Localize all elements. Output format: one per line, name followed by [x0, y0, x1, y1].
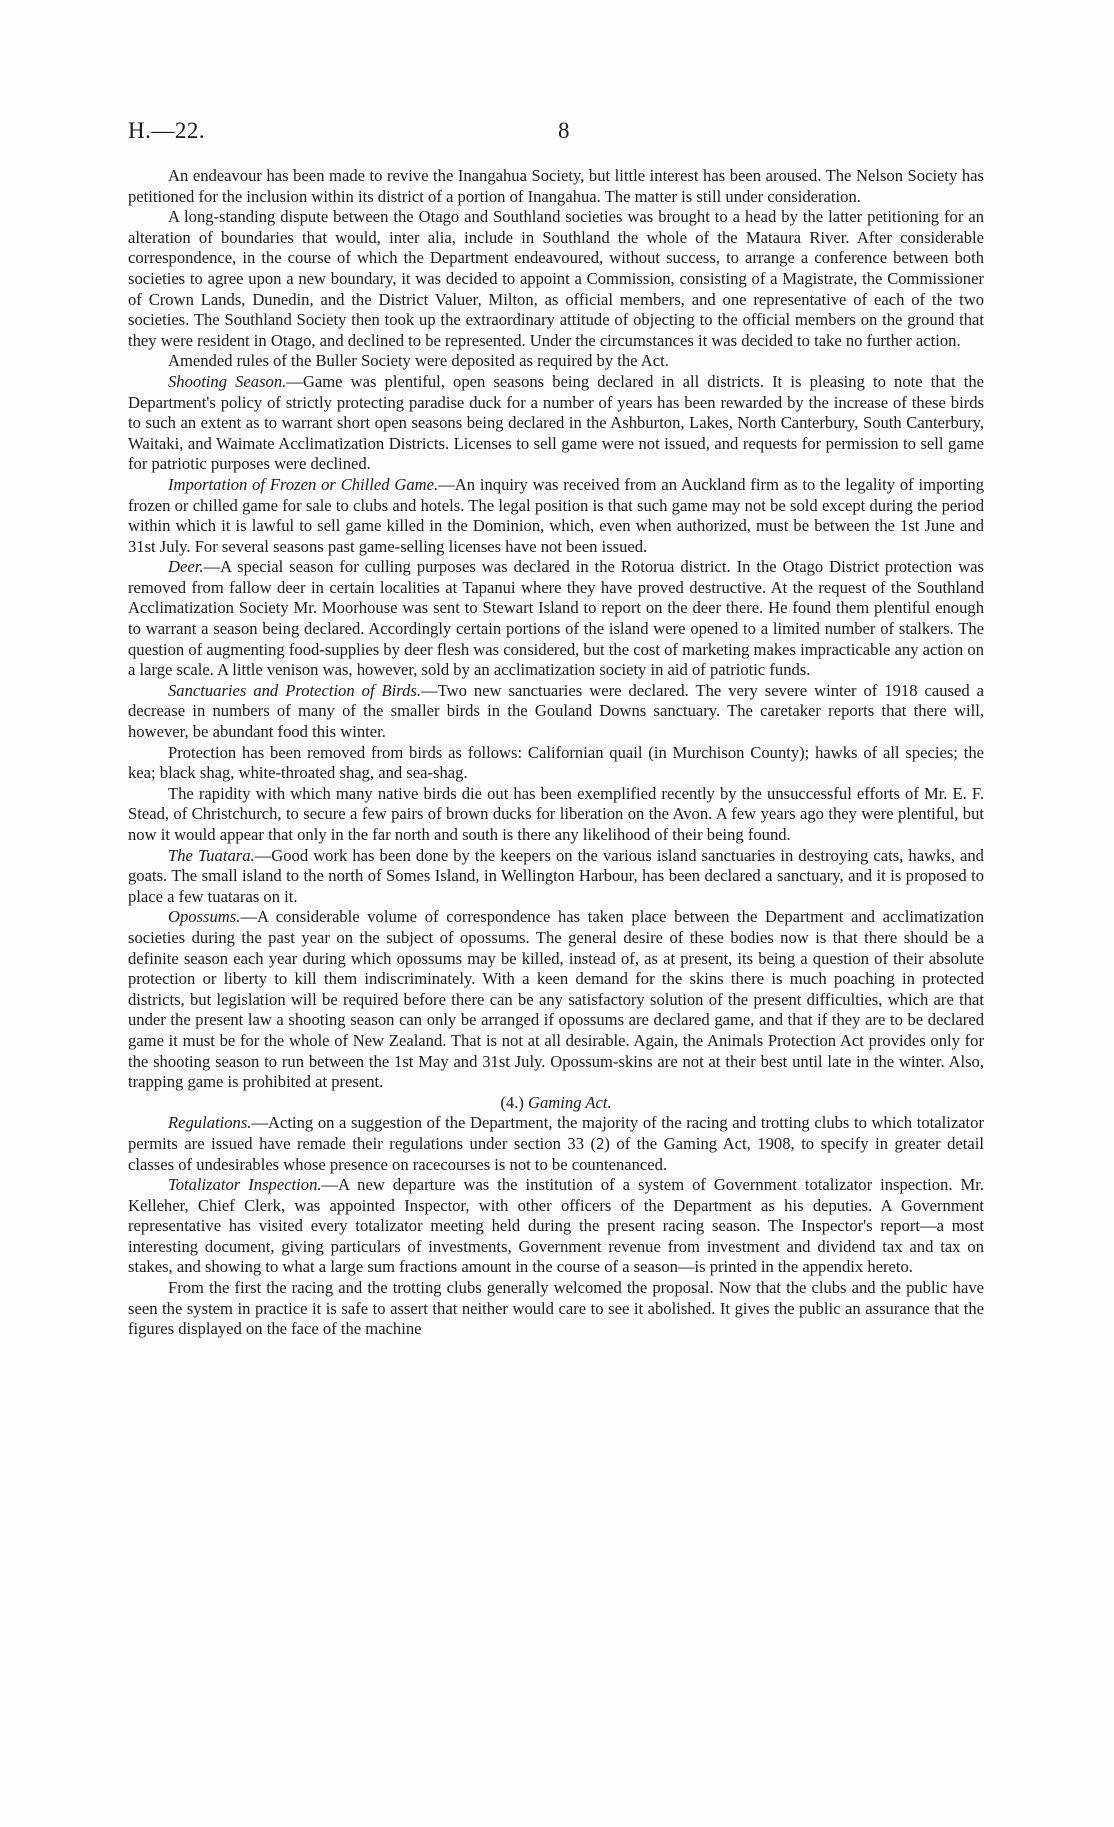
paragraph: Importation of Frozen or Chilled Game.—An inquiry was received from an Auckland firm as to the legality of importing frozen or chilled game for sale to clubs and hotels. The legal position is that such game may not be sold except during the period within which it is lawful to sell game killed in the Dominion, which, even when authorized, must be between the 1st June and 31st July. For several seasons past game-selling licenses have not been issued.	[128, 474, 985, 556]
paragraph-lead: Deer.	[168, 557, 204, 577]
paragraph-lead: Totalizator Inspection.	[168, 1175, 322, 1195]
page-number: 8	[558, 118, 570, 143]
paragraph: Amended rules of the Buller Society were deposited as required by the Act.	[168, 351, 669, 371]
paragraph: From the first the racing and the trotting clubs generally welcomed the proposal. Now that the clubs and the public have seen the system in practice it is safe to assert that neither would care to see it abolished. It gives the public an assurance that the figures displayed on the face of the machine	[128, 1278, 984, 1339]
paragraph: Regulations.—Acting on a suggestion of the Department, the majority of the racing and trotting clubs to which totalizator permits are issued have remade their regulations under section 33 (2) of the Gaming Act, 1908, to specify in greater detail classes of undesirables whose presence on racecourses is not to be countenanced.	[128, 1113, 984, 1174]
paragraph: A long-standing dispute between the Otago and Southland societies was brought to a head by the latter petitioning for an alteration of boundaries that would, inter alia, include in Southland the whole of the Mataura River. After considerable correspondence, in the course of which the Department endeavoured, without success, to arrange a conference between both societies to agree upon a new boundary, it was decided to appoint a Commission, consisting of a Magistrate, the Commissioner of Crown Lands, Dunedin, and the District Valuer, Milton, as official members, and one representative of each of the two societies. The Southland Society then took up the extraordinary attitude of objecting to the official members on the ground that they were resident in Otago, and declined to be represented. Under the circumstances it was decided to take no further action.	[128, 207, 984, 350]
paragraph: Shooting Season.—Game was plentiful, open seasons being declared in all districts. It is pleasing to note that the Department's policy of strictly protecting paradise duck for a number of years has been rewarded by the increase of these birds to such an extent as to warrant short open seasons being declared in the Ashburton, Lakes, North Canterbury, South Canterbury, Waitaki, and Waimate Acclimatization Districts. Licenses to sell game were not issued, and requests for permission to sell game for patriotic purposes were declined.	[128, 371, 984, 474]
paragraph-lead: The Tuatara.	[168, 845, 255, 865]
paragraph: The Tuatara.—Good work has been done by the keepers on the various island sanctuaries in destroying cats, hawks, and goats. The small island to the north of Somes Island, in Wellington Harbour, has been declared a sanctuary, and it is proposed to place a few tuataras on it.	[128, 845, 984, 906]
paragraph-lead: Sanctuaries and Protection of Birds.	[168, 680, 422, 700]
paragraph: Deer.—A special season for culling purposes was declared in the Rotorua district. In the Otago District protection was removed from fallow deer in certain localities at Tapanui where they have proved destructive. At the request of the Southland Acclimatization Society Mr. Moorhouse was sent to Stewart Island to report on the deer there. He found them plentiful enough to warrant a season being declared. Accordingly certain portions of the island were opened to a limited number of stalkers. The question of augmenting food-supplies by deer flesh was considered, but the cost of marketing makes impracticable any action on a large scale. A little venison was, however, sold by an acclimatization society in aid of patriotic funds.	[128, 557, 984, 680]
document-body	[128, 166, 984, 1340]
paragraph: Protection has been removed from birds as follows: Californian quail (in Murchison County); hawks of all species; the kea; black shag, white-throated shag, and sea-shag.	[128, 742, 984, 783]
section-number: (4.)	[500, 1092, 524, 1112]
paragraph-lead: Regulations.	[168, 1113, 252, 1133]
section-title: Gaming Act.	[528, 1092, 612, 1112]
paragraph: An endeavour has been made to revive the Inangahua Society, but little interest has been aroused. The Nelson Society has petitioned for the inclusion within its district of a portion of Inangahua. The matter is still under consideration.	[128, 166, 984, 206]
paragraph: Sanctuaries and Protection of Birds.—Two new sanctuaries were declared. The very severe winter of 1918 caused a decrease in numbers of many of the smaller birds in the Gouland Downs sanctuary. The caretaker reports that there will, however, be abundant food this winter.	[128, 680, 984, 742]
paragraph-lead: Shooting Season.	[168, 371, 287, 391]
paragraph: Opossums.—A considerable volume of correspondence has taken place between the Department and acclimatization societies during the past year on the subject of opossums. The general desire of these bodies now is that there should be a definite season each year during which opossums may be killed, instead of, as at present, its being a question of their absolute protection or liberty to kill them indiscriminately. With a keen demand for the skins there is much poaching in protected districts, but legislation will be required before there can be any satisfactory solution of the present difficulties, which are that under the present law a shooting season can only be arranged if opossums are declared game, and that if they are to be declared game it must be for the whole of New Zealand. That is not at all desirable. Again, the Animals Protection Act provides only for the shooting season to run between the 1st May and 31st July. Opossum-skins are not at their best until late in the winter. Also, trapping game is prohibited at present.	[128, 907, 984, 1092]
paragraph: Totalizator Inspection.—A new departure was the institution of a system of Government totalizator inspection. Mr. Kelleher, Chief Clerk, was appointed Inspector, with other officers of the Department as his deputies. A Government representative has visited every totalizator meeting held during the present racing season. The Inspector's report—a most interesting document, giving particulars of investments, Government revenue from investment and dividend tax and tax on stakes, and showing to what a large sum fractions amount in the course of a season—is printed in the appendix hereto.	[128, 1175, 984, 1277]
document-id: H.—22.	[128, 118, 206, 143]
section-heading	[128, 1093, 984, 1114]
paragraph: The rapidity with which many native birds die out has been exemplified recently by the unsuccessful efforts of Mr. E. F. Stead, of Christchurch, to secure a few pairs of brown ducks for liberation on the Avon. A few years ago they were plentiful, but now it would appear that only in the far north and south is there any likelihood of their being found.	[128, 783, 984, 844]
page-header	[128, 118, 984, 148]
paragraph-lead: Opossums.	[168, 907, 241, 927]
paragraph-lead: Importation of Frozen or Chilled Game.	[168, 474, 439, 494]
